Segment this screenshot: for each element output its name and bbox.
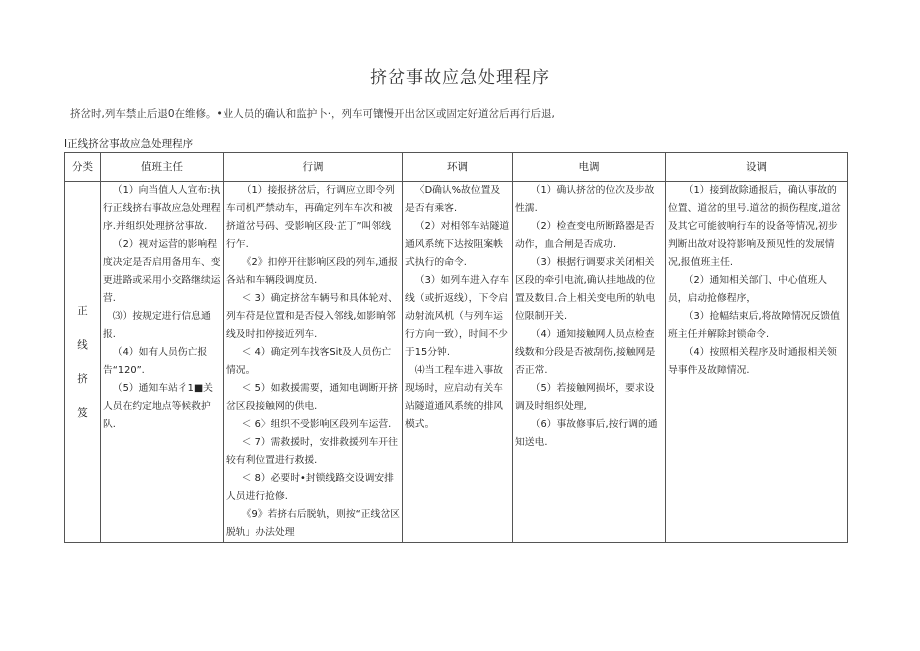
equipment-dispatch-cell <box>666 182 848 543</box>
step-text: 《9》若挤右后脱轨，则按“正线岔区脱轨」办法处理 <box>226 509 400 538</box>
duty-supervisor-cell <box>101 182 224 543</box>
step-text: ＜ 5）如救援需要，通知电调断开挤岔区段接触网的供电. <box>226 383 398 412</box>
step-text: （5）若接触网损坏，要求设调及时组织处理, <box>515 383 655 412</box>
header-category: 分类 <box>65 153 101 182</box>
step-text: （1）接到故除通报后，确认事故的位置、道岔的里号.道岔的损伤程度,道岔及其它可能彼响行车的设备等情况,初步判断出故对设符影响及预见性的发展情况,报值班主任. <box>668 185 841 268</box>
step-text: ⑷当工程车进入事故现场时，应启动有关车站隧道通风系统的排风模式。 <box>405 365 503 430</box>
step-text: ＜ 7）需救援时，安排救援列车开往较有利位置进行救援. <box>226 437 398 466</box>
table-row <box>65 182 848 543</box>
category-char: 挤 <box>77 373 88 385</box>
category-char: 正 <box>77 305 88 317</box>
power-dispatch-cell <box>513 182 666 543</box>
step-text: （1）确认挤岔的位次及步故性濡. <box>515 185 655 214</box>
step-text: （2）视对运营的影响程度决定是否启用备用车、变更进路或采用小交路继续运营. <box>103 239 221 304</box>
step-text: （3）如列车进入存车线（或折返线），下令启动射流风机（与列车运行方向一致），时间不少于15分钟. <box>405 275 510 358</box>
step-text: ＜ 8）必要时•封锁线路交设调安排人员进行抢修. <box>226 473 394 502</box>
table-caption: I正线挤岔事故应急处理程序 <box>64 138 194 150</box>
table-header-row <box>65 153 848 182</box>
header-env-dispatch: 环调 <box>403 153 513 182</box>
step-text: （2）通知相关部门、中心值班人员，启动抢修程序， <box>668 275 828 304</box>
step-text: （1）接报挤岔后，行调应立即令列车司机严禁动车，再确定列车车次和被挤道岔号码、受影响区段·芷丁”叫邻线行乍. <box>226 185 395 250</box>
step-text: ＜ 3）确定挤岔车辆号和具体轮对、列车苻是位置和是否侵入邻线,如影晌邻线及时扣停接近列车. <box>226 293 398 340</box>
category-cell <box>65 182 101 543</box>
env-dispatch-cell <box>403 182 513 543</box>
header-equipment-dispatch: 设调 <box>666 153 848 182</box>
intro-paragraph: 挤岔时,列车禁止后退0在维修。•业人员的确认和监护卜·，列车可镶慢开出岔区或固定好道岔后再行后退, <box>70 108 555 120</box>
step-text: （3）抢幅结束后,将故障情况反馈值班主任并解除封锁命令. <box>668 311 840 340</box>
step-text: （1）向当值人人宣布:执行正线挤右事故应急处理程序.并组织处理挤岔事故. <box>103 185 221 232</box>
procedure-table <box>64 152 848 543</box>
step-text: （6）事故修事后,按行调的通知送电. <box>515 419 658 448</box>
header-duty-supervisor: 值班主任 <box>101 153 224 182</box>
train-dispatch-cell <box>224 182 403 543</box>
step-text: ⑶）按规定进行信息通报. <box>103 311 211 340</box>
header-power-dispatch: 电调 <box>513 153 666 182</box>
step-text: （5）通知车站彳1■关人员在约定地点等候救护队. <box>103 383 213 430</box>
step-text: 《2》扣停开往影响区段的列车,通报各站和车辆段调度员. <box>226 257 398 286</box>
category-char: 线 <box>77 339 88 351</box>
step-text: （2）对相邻车站隧道通风系统下达按阻案帙式执行的命令. <box>405 221 510 268</box>
step-text: （3）根据行调要求关闭相关区段的牵引电流,确认挂地战的位置及数目.合上相关变电所的轨电位限制开关. <box>515 257 656 322</box>
step-text: （4）通知接触网人员点检查线数和分段是否被刮伤,接触网是否正常. <box>515 329 656 376</box>
step-text: （4）按照相关程序及时通报相关领导事件及故障情况. <box>668 347 837 376</box>
step-text: ＜ 4）确定列车找客Sit及人员伤亡情况。 <box>226 347 392 376</box>
step-text: （2）检查变电所断路器是否动作，血合闸是否成功. <box>515 221 655 250</box>
header-train-dispatch: 行调 <box>224 153 403 182</box>
step-text: 〈D确认%故位置及是否有乘客. <box>405 185 501 214</box>
page-title: 挤岔事故应急处理程序 <box>370 68 550 88</box>
step-text: （4）如有人员伤亡报告“120”. <box>103 347 208 376</box>
category-char: 笈 <box>77 407 88 419</box>
step-text: ＜ 6〉组织不受影响区段列车运营. <box>241 419 392 430</box>
